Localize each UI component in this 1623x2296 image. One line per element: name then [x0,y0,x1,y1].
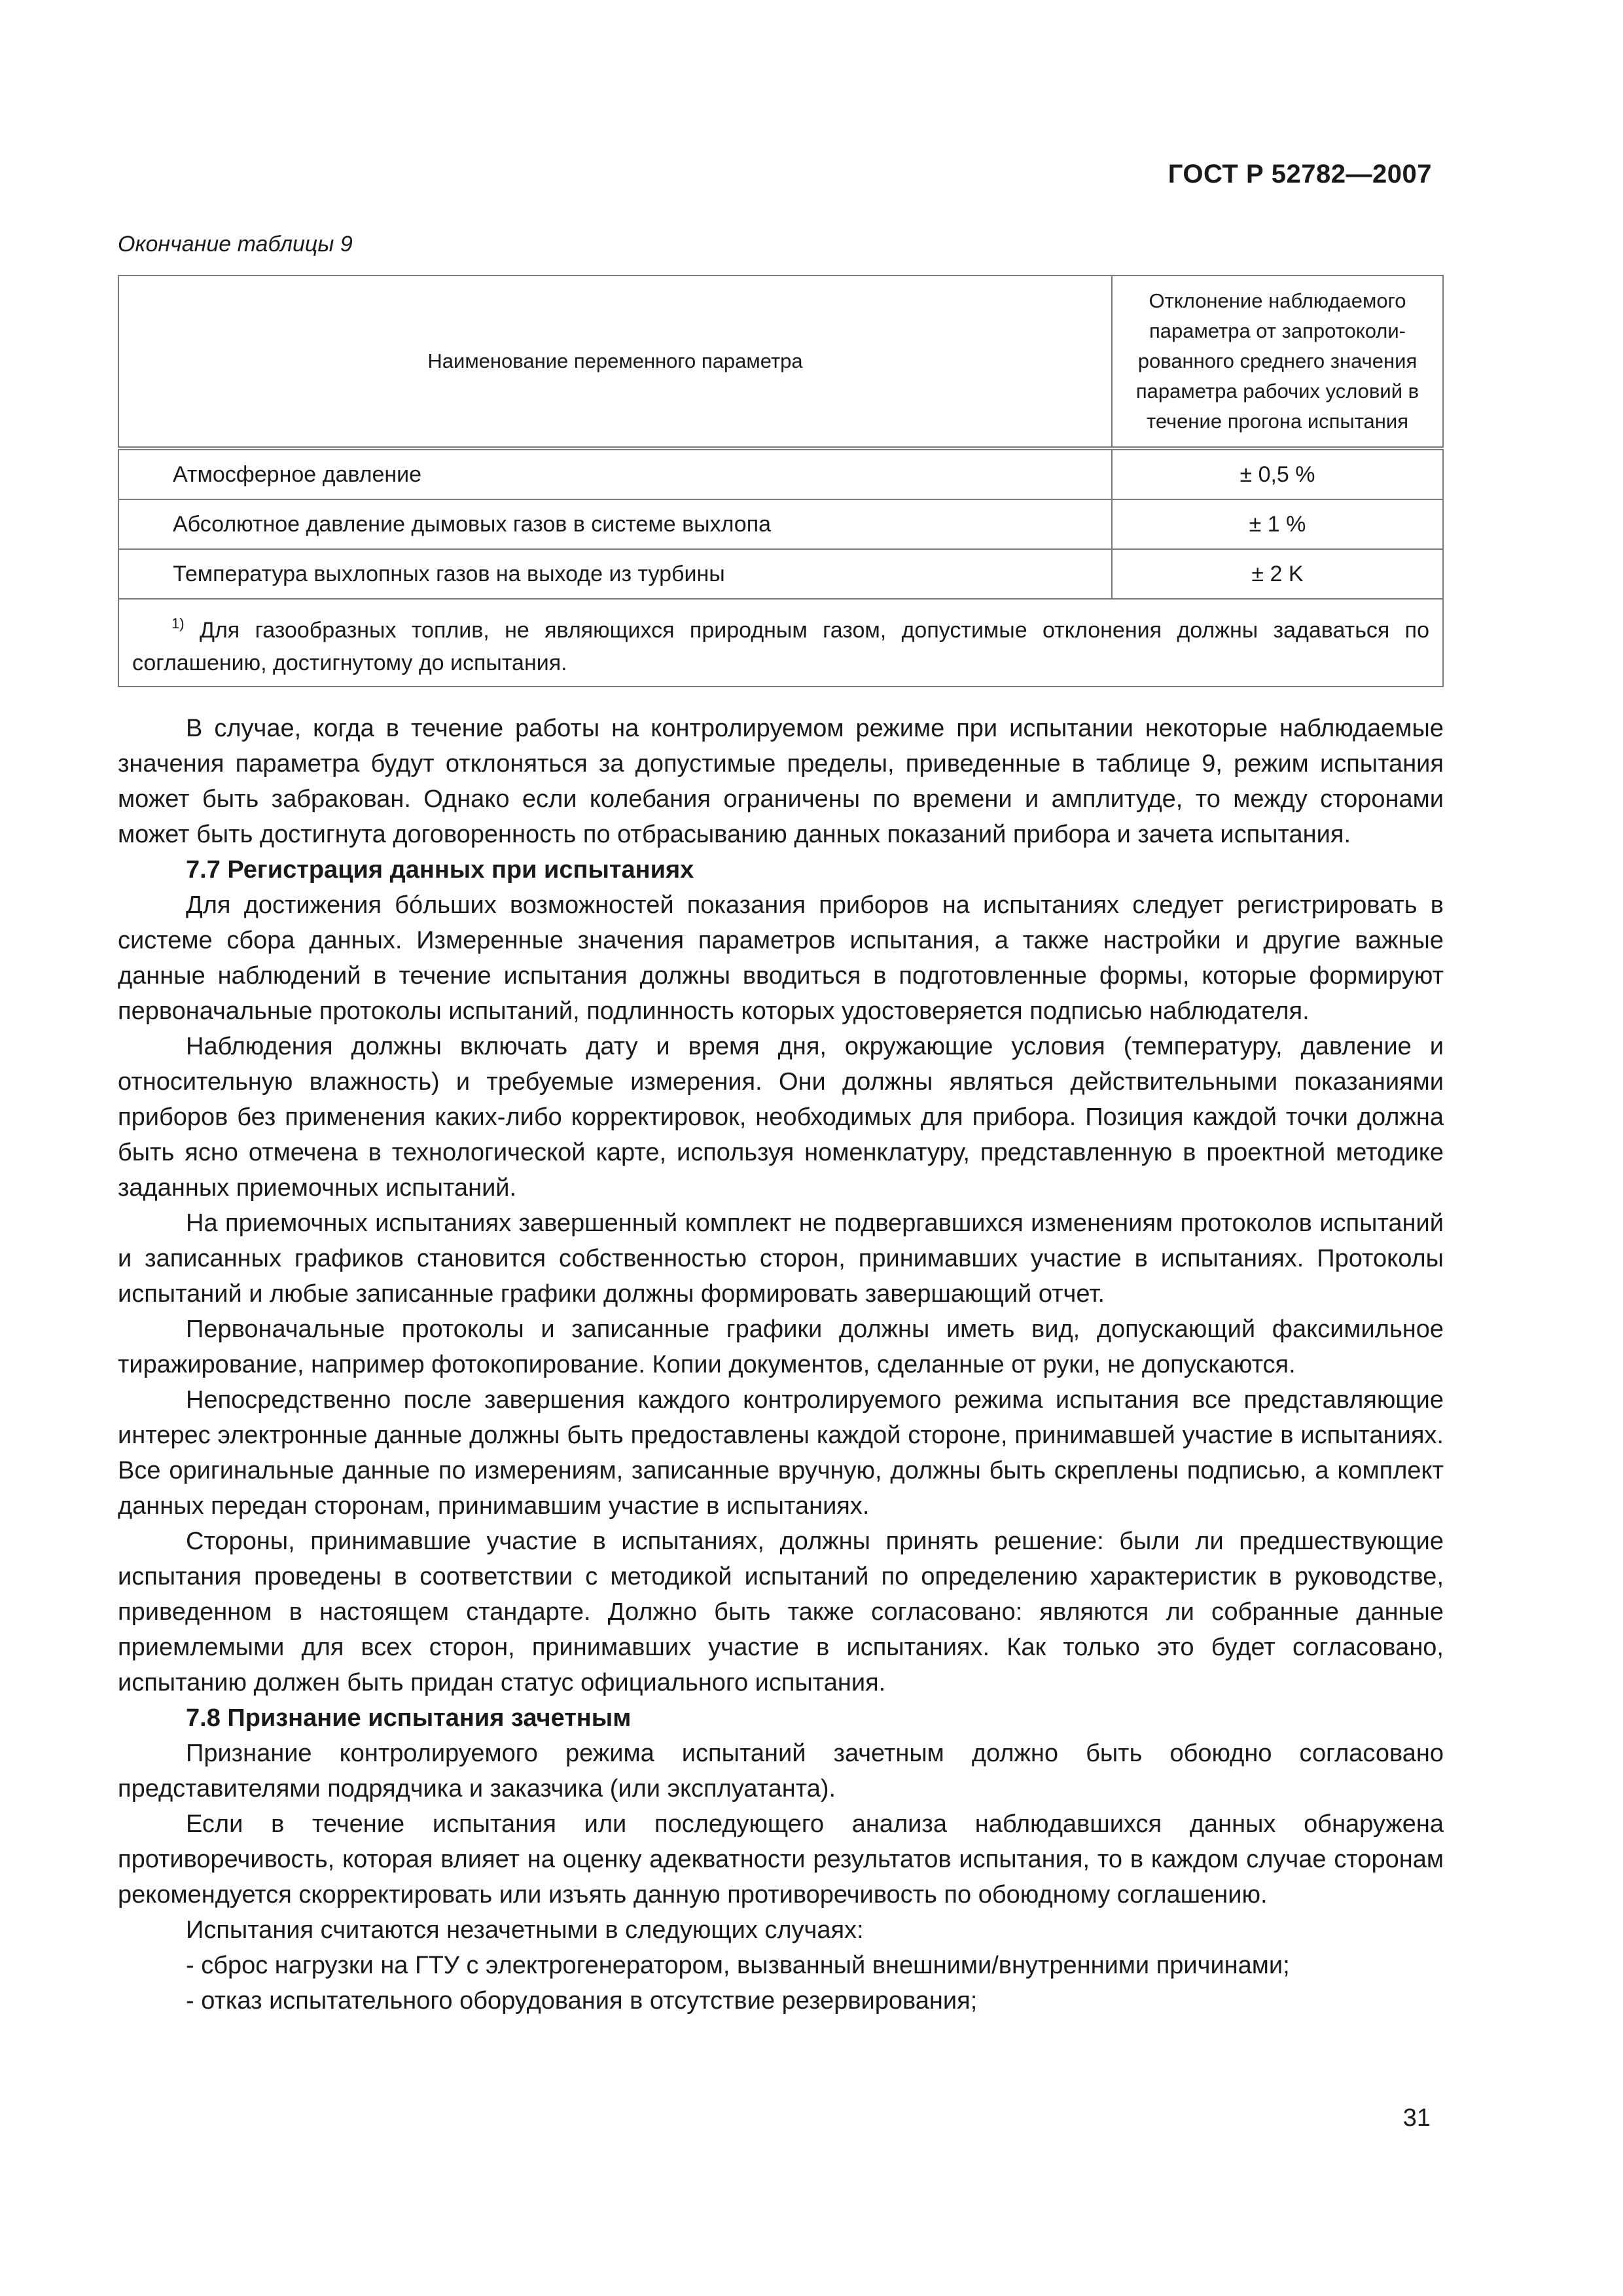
footnote-mark: 1) [171,615,185,632]
section-heading-7-8: 7.8 Признание испытания зачетным [186,1704,632,1732]
body-text [118,711,1444,2018]
paragraph: Первоначальные протоколы и записанные графики должны иметь вид, допускающий факсимильное тиражирование, например фотокопирование. Копии документов, сделанные от руки, не допускаются. [118,1316,1444,1378]
row-parameter-name: Температура выхлопных газов на выходе из турбины [118,549,1112,599]
list-item: - сброс нагрузки на ГТУ с электрогенератором, вызванный внешними/внутренними причинами; [186,1952,1290,1979]
paragraph: Стороны, принимавшие участие в испытаниях, должны принять решение: были ли предшествующие испытания проведены в соответствии с методикой испытаний по определению характеристик в руководстве, приведенном в настоящем стандарте. Должно быть также согласовано: являются ли собранные данные приемлемыми для всех сторон, принимавших участие в испытаниях. Как только это будет согласовано, испытанию должен быть придан статус официального испытания. [118,1528,1444,1696]
table-footnote-row [118,599,1443,687]
table-footnote [118,599,1443,687]
table-row [118,499,1443,549]
row-deviation-value: ± 0,5 % [1112,448,1443,499]
row-parameter-name: Атмосферное давление [118,448,1112,499]
table-row [118,448,1443,499]
section-heading-7-7: 7.7 Регистрация данных при испытаниях [186,856,694,884]
table-row [118,549,1443,599]
list-item: - отказ испытательного оборудования в отсутствие резервирования; [186,1987,978,2015]
paragraph: Наблюдения должны включать дату и время дня, окружающие условия (температуру, давление и относительную влажность) и требуемые измерения. Они должны являться действительными показаниями приборов без применения каких-либо корректировок, необходимых для прибора. Позиция каждой точки должна быть ясно отмечена в технологической карте, используя номенклатуру, представленную в проектной методике заданных приемочных испытаний. [118,1033,1444,1202]
parameter-deviation-table [118,275,1444,687]
paragraph: Испытания считаются незачетными в следующих случаях: [186,1916,864,1944]
page-number: 31 [1402,2104,1431,2132]
table-header-row [118,276,1443,448]
header-parameter-name: Наименование переменного параметра [118,276,1112,448]
row-parameter-name: Абсолютное давление дымовых газов в системе выхлопа [118,499,1112,549]
row-deviation-value: ± 2 K [1112,549,1443,599]
header-deviation: Отклонение наблюдаемого параметра от запротоколи-рованного среднего значения параметра рабочих условий в течение прогона испытания [1112,276,1443,448]
footnote-text: Для газообразных топлив, не являющихся природным газом, допустимые отклонения должны задаваться по соглашению, достигнутому до испытания. [132,618,1429,675]
standard-code: ГОСТ Р 52782—2007 [1168,160,1432,188]
paragraph: На приемочных испытаниях завершенный комплект не подвергавшихся изменениям протоколов испытаний и записанных графиков становится собственностью сторон, принимавших участие в испытаниях. Протоколы испытаний и любые записанные графики должны формировать завершающий отчет. [118,1210,1444,1308]
paragraph: В случае, когда в течение работы на контролируемом режиме при испытании некоторые наблюдаемые значения параметра будут отклоняться за допустимые пределы, приведенные в таблице 9, режим испытания может быть забракован. Однако если колебания ограничены по времени и амплитуде, то между сторонами может быть достигнута договоренность по отбрасыванию данных показаний прибора и зачета испытания. [118,715,1444,848]
paragraph: Непосредственно после завершения каждого контролируемого режима испытания все представляющие интерес электронные данные должны быть предоставлены каждой стороне, принимавшей участие в испытаниях. Все оригинальные данные по измерениям, записанные вручную, должны быть скреплены подписью, а комплект данных передан сторонам, принимавшим участие в испытаниях. [118,1386,1444,1520]
paragraph: Признание контролируемого режима испытаний зачетным должно быть обоюдно согласовано представителями подрядчика и заказчика (или эксплуатанта). [118,1740,1444,1803]
paragraph: Если в течение испытания или последующего анализа наблюдавшихся данных обнаружена противоречивость, которая влияет на оценку адекватности результатов испытания, то в каждом случае сторонам рекомендуется скорректировать или изъять данную противоречивость по обоюдному соглашению. [118,1810,1444,1909]
table-continuation-label: Окончание таблицы 9 [118,232,353,257]
row-deviation-value: ± 1 % [1112,499,1443,549]
paragraph: Для достижения бóльших возможностей показания приборов на испытаниях следует регистрировать в системе сбора данных. Измеренные значения параметров испытания, а также настройки и другие важные данные наблюдений в течение испытания должны вводиться в подготовленные формы, которые формируют первоначальные протоколы испытаний, подлинность которых удостоверяется подписью наблюдателя. [118,891,1444,1025]
